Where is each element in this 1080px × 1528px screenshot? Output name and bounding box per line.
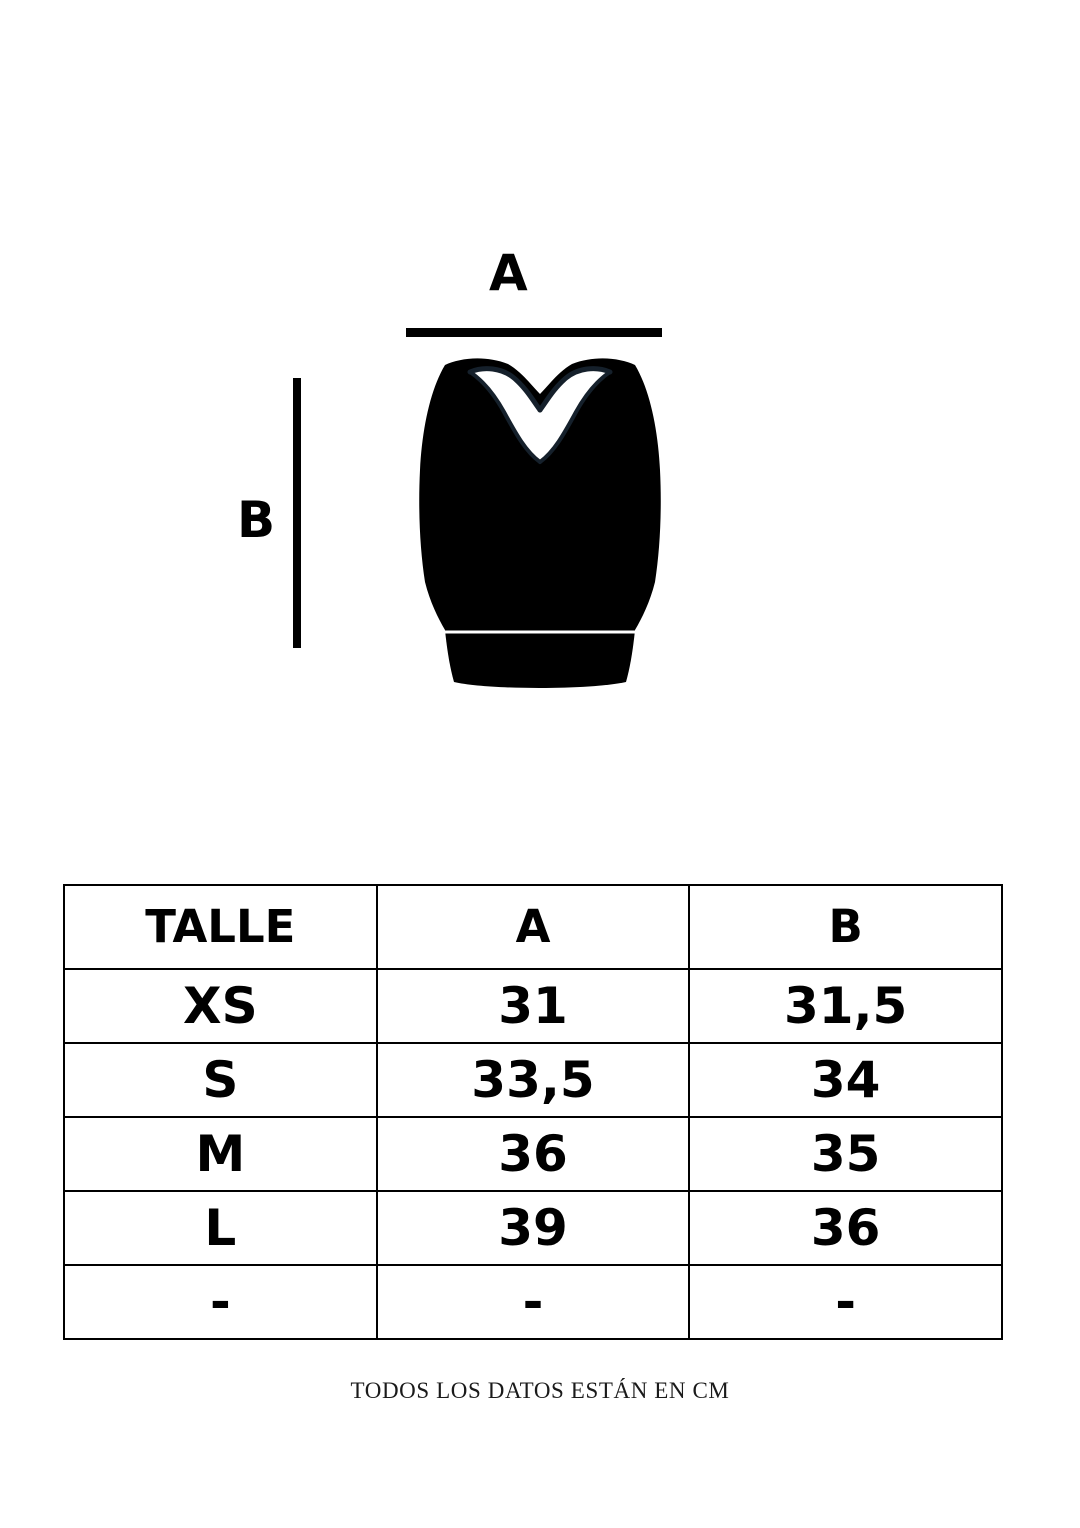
dimension-rule-a-horizontal: [406, 328, 662, 337]
table-row: [64, 1043, 1002, 1117]
cell-b: 35: [689, 1117, 1002, 1191]
column-header-b: B: [689, 885, 1002, 969]
sports-bra-illustration-icon: [350, 350, 730, 730]
cell-size: S: [64, 1043, 377, 1117]
table-row: [64, 1117, 1002, 1191]
size-chart-table: [63, 884, 1003, 1340]
cell-size: XS: [64, 969, 377, 1043]
dimension-label-b: B: [237, 491, 276, 549]
cell-a: -: [377, 1265, 690, 1339]
column-header-talle: TALLE: [64, 885, 377, 969]
table-row: [64, 969, 1002, 1043]
cell-size: L: [64, 1191, 377, 1265]
cell-a: 33,5: [377, 1043, 690, 1117]
table-row: [64, 1265, 1002, 1339]
table-row: [64, 1191, 1002, 1265]
cell-a: 31: [377, 969, 690, 1043]
cell-size: M: [64, 1117, 377, 1191]
cell-b: 34: [689, 1043, 1002, 1117]
table-header-row: [64, 885, 1002, 969]
cell-a: 36: [377, 1117, 690, 1191]
cell-size: -: [64, 1265, 377, 1339]
dimension-rule-b-vertical: [293, 378, 301, 648]
cell-b: -: [689, 1265, 1002, 1339]
units-footnote: TODOS LOS DATOS ESTÁN EN CM: [350, 1378, 730, 1403]
cell-b: 36: [689, 1191, 1002, 1265]
dimension-label-a: A: [489, 244, 528, 302]
cell-b: 31,5: [689, 969, 1002, 1043]
column-header-a: A: [377, 885, 690, 969]
cell-a: 39: [377, 1191, 690, 1265]
